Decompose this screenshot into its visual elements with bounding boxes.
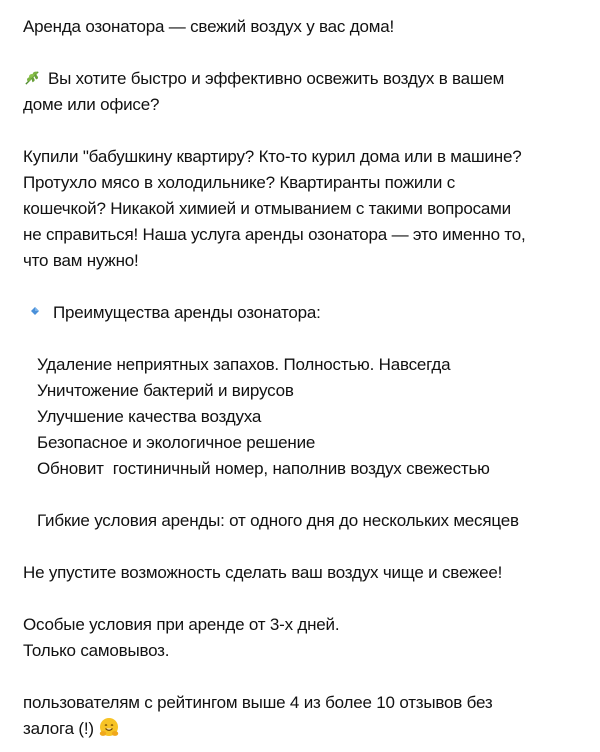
problem-line-5: что вам нужно! — [23, 251, 139, 270]
intro-text-1: Вы хотите быстро и эффективно освежить воздух в вашем — [48, 69, 505, 88]
intro-line-2: доме или офисе? — [23, 95, 160, 114]
spacer — [23, 586, 583, 612]
spacer — [23, 534, 583, 560]
deposit-text-2: залога (!) — [23, 719, 94, 738]
deposit-line-2 — [23, 716, 583, 742]
intro-line-1 — [23, 66, 583, 92]
benefit-item: Удаление неприятных запахов. Полностью. Навсегда — [37, 355, 451, 374]
flexible-terms: Гибкие условия аренды: от одного дня до нескольких месяцев — [37, 511, 519, 530]
benefit-item: Безопасное и экологичное решение — [37, 433, 316, 452]
benefit-item: Уничтожение бактерий и вирусов — [37, 381, 294, 400]
benefit-item: Обновит гостиничный номер, наполнив воздух свежестью — [37, 459, 490, 478]
benefits-heading: Преимущества аренды озонатора: — [53, 303, 321, 322]
deposit-line-1: пользователям с рейтингом выше 4 из более 10 отзывов без — [23, 693, 493, 712]
hugging-face-icon — [98, 717, 120, 739]
condition-line-1: Особые условия при аренде от 3-х дней. — [23, 615, 340, 634]
problem-line-1: Купили "бабушкину квартиру? Кто-то курил дома или в машине? — [23, 147, 522, 166]
problem-line-4: не справиться! Наша услуга аренды озонатора — это именно то, — [23, 225, 526, 244]
spacer — [23, 40, 583, 66]
herb-leaf-icon — [23, 68, 42, 87]
spacer — [23, 326, 583, 352]
problem-line-3: кошечкой? Никакой химией и отмыванием с такими вопросами — [23, 199, 511, 218]
condition-line-2: Только самовывоз. — [23, 641, 170, 660]
spacer — [23, 274, 583, 300]
listing-description — [23, 14, 583, 742]
listing-title: Аренда озонатора — свежий воздух у вас дома! — [23, 17, 394, 36]
spacer — [23, 482, 583, 508]
call-to-action: Не упустите возможность сделать ваш воздух чище и свежее! — [23, 563, 503, 582]
benefit-item: Улучшение качества воздуха — [37, 407, 262, 426]
spacer — [23, 664, 583, 690]
small-blue-diamond-icon — [28, 304, 42, 318]
benefits-heading-line — [23, 300, 583, 326]
problem-line-2: Протухло мясо в холодильнике? Квартиранты пожили с — [23, 173, 456, 192]
spacer — [23, 118, 583, 144]
